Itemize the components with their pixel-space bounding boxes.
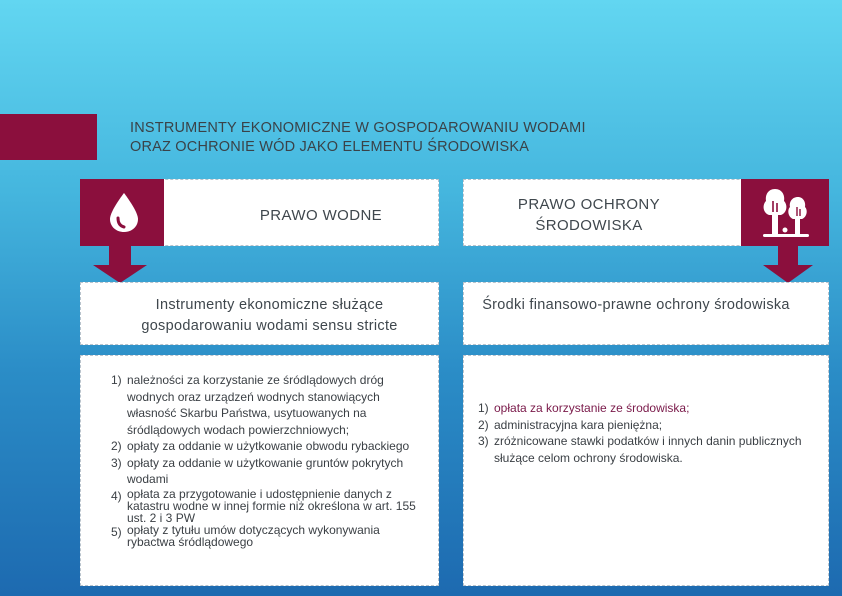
accent-bar: [0, 114, 97, 160]
list-item-number: 1): [111, 373, 122, 387]
right-heading: PRAWO OCHRONY ŚRODOWISKA: [517, 196, 661, 234]
title-line-1: INSTRUMENTY EKONOMICZNE W GOSPODAROWANIU WODAMI: [130, 120, 586, 136]
list-item-number: 3): [111, 455, 122, 470]
right-list-box: [463, 355, 829, 586]
left-list-box: [80, 355, 439, 586]
list-item-text: opłaty za oddanie w użytkowanie gruntów pokrytych wodami: [127, 455, 404, 486]
page-title: [130, 119, 730, 157]
list-item-number: 2): [478, 417, 489, 432]
right-down-arrow-icon: [763, 245, 813, 283]
list-item-text: opłata za przygotowanie i udostępnienie danych z katastru wodne w innej formie niż określona w art. 155 ust. 2 i 3 PW: [127, 486, 416, 525]
list-item: [111, 455, 431, 488]
left-down-arrow-icon: [93, 245, 147, 283]
list-item: [478, 417, 808, 434]
list-item: [111, 438, 431, 455]
list-item-text: administracyjna kara pieniężna;: [494, 417, 663, 432]
title-line-2: ORAZ OCHRONIE WÓD JAKO ELEMENTU ŚRODOWISKA: [130, 139, 530, 155]
list-item-text: należności za korzystanie ze śródlądowych dróg wodnych oraz urządzeń wodnych stanowiących własność Skarbu Państwa, usytuowanych na śródlądowych wodach powierzchniowych;: [127, 373, 384, 437]
list-item-text: opłaty za oddanie w użytkowanie obwodu rybackiego: [127, 439, 410, 453]
trees-icon: [741, 179, 829, 246]
water-drop-tile: [80, 179, 164, 246]
water-drop-icon: [80, 179, 164, 246]
list-item-number: 4): [111, 488, 122, 503]
list-item-text: opłata za korzystanie ze środowiska;: [494, 401, 690, 415]
list-item-number: 3): [478, 434, 489, 448]
right-subheading: Środki finansowo-prawne ochrony środowiska: [482, 297, 790, 313]
left-heading: PRAWO WODNE: [259, 207, 383, 224]
list-item-number: 1): [478, 401, 489, 415]
list-item: [111, 372, 431, 438]
left-instrument-list: [111, 372, 431, 548]
list-item: [478, 400, 808, 417]
right-subheading-box: [463, 282, 829, 345]
list-item: [111, 524, 431, 548]
list-item-text: opłaty z tytułu umów dotyczących wykonywania rybactwa śródlądowego: [127, 522, 380, 549]
list-item-number: 5): [111, 524, 122, 539]
right-measures-list: [478, 400, 808, 466]
left-subheading: Instrumenty ekonomiczne służące gospodarowaniu wodami sensu stricte: [141, 297, 398, 334]
left-subheading-box: [80, 282, 439, 345]
list-item-number: 2): [111, 439, 122, 453]
trees-tile: [741, 179, 829, 246]
list-item-text: zróżnicowane stawki podatków i innych danin publicznych służące celom ochrony środowiska.: [494, 434, 802, 465]
list-item: [111, 488, 431, 524]
list-item: [478, 433, 808, 466]
